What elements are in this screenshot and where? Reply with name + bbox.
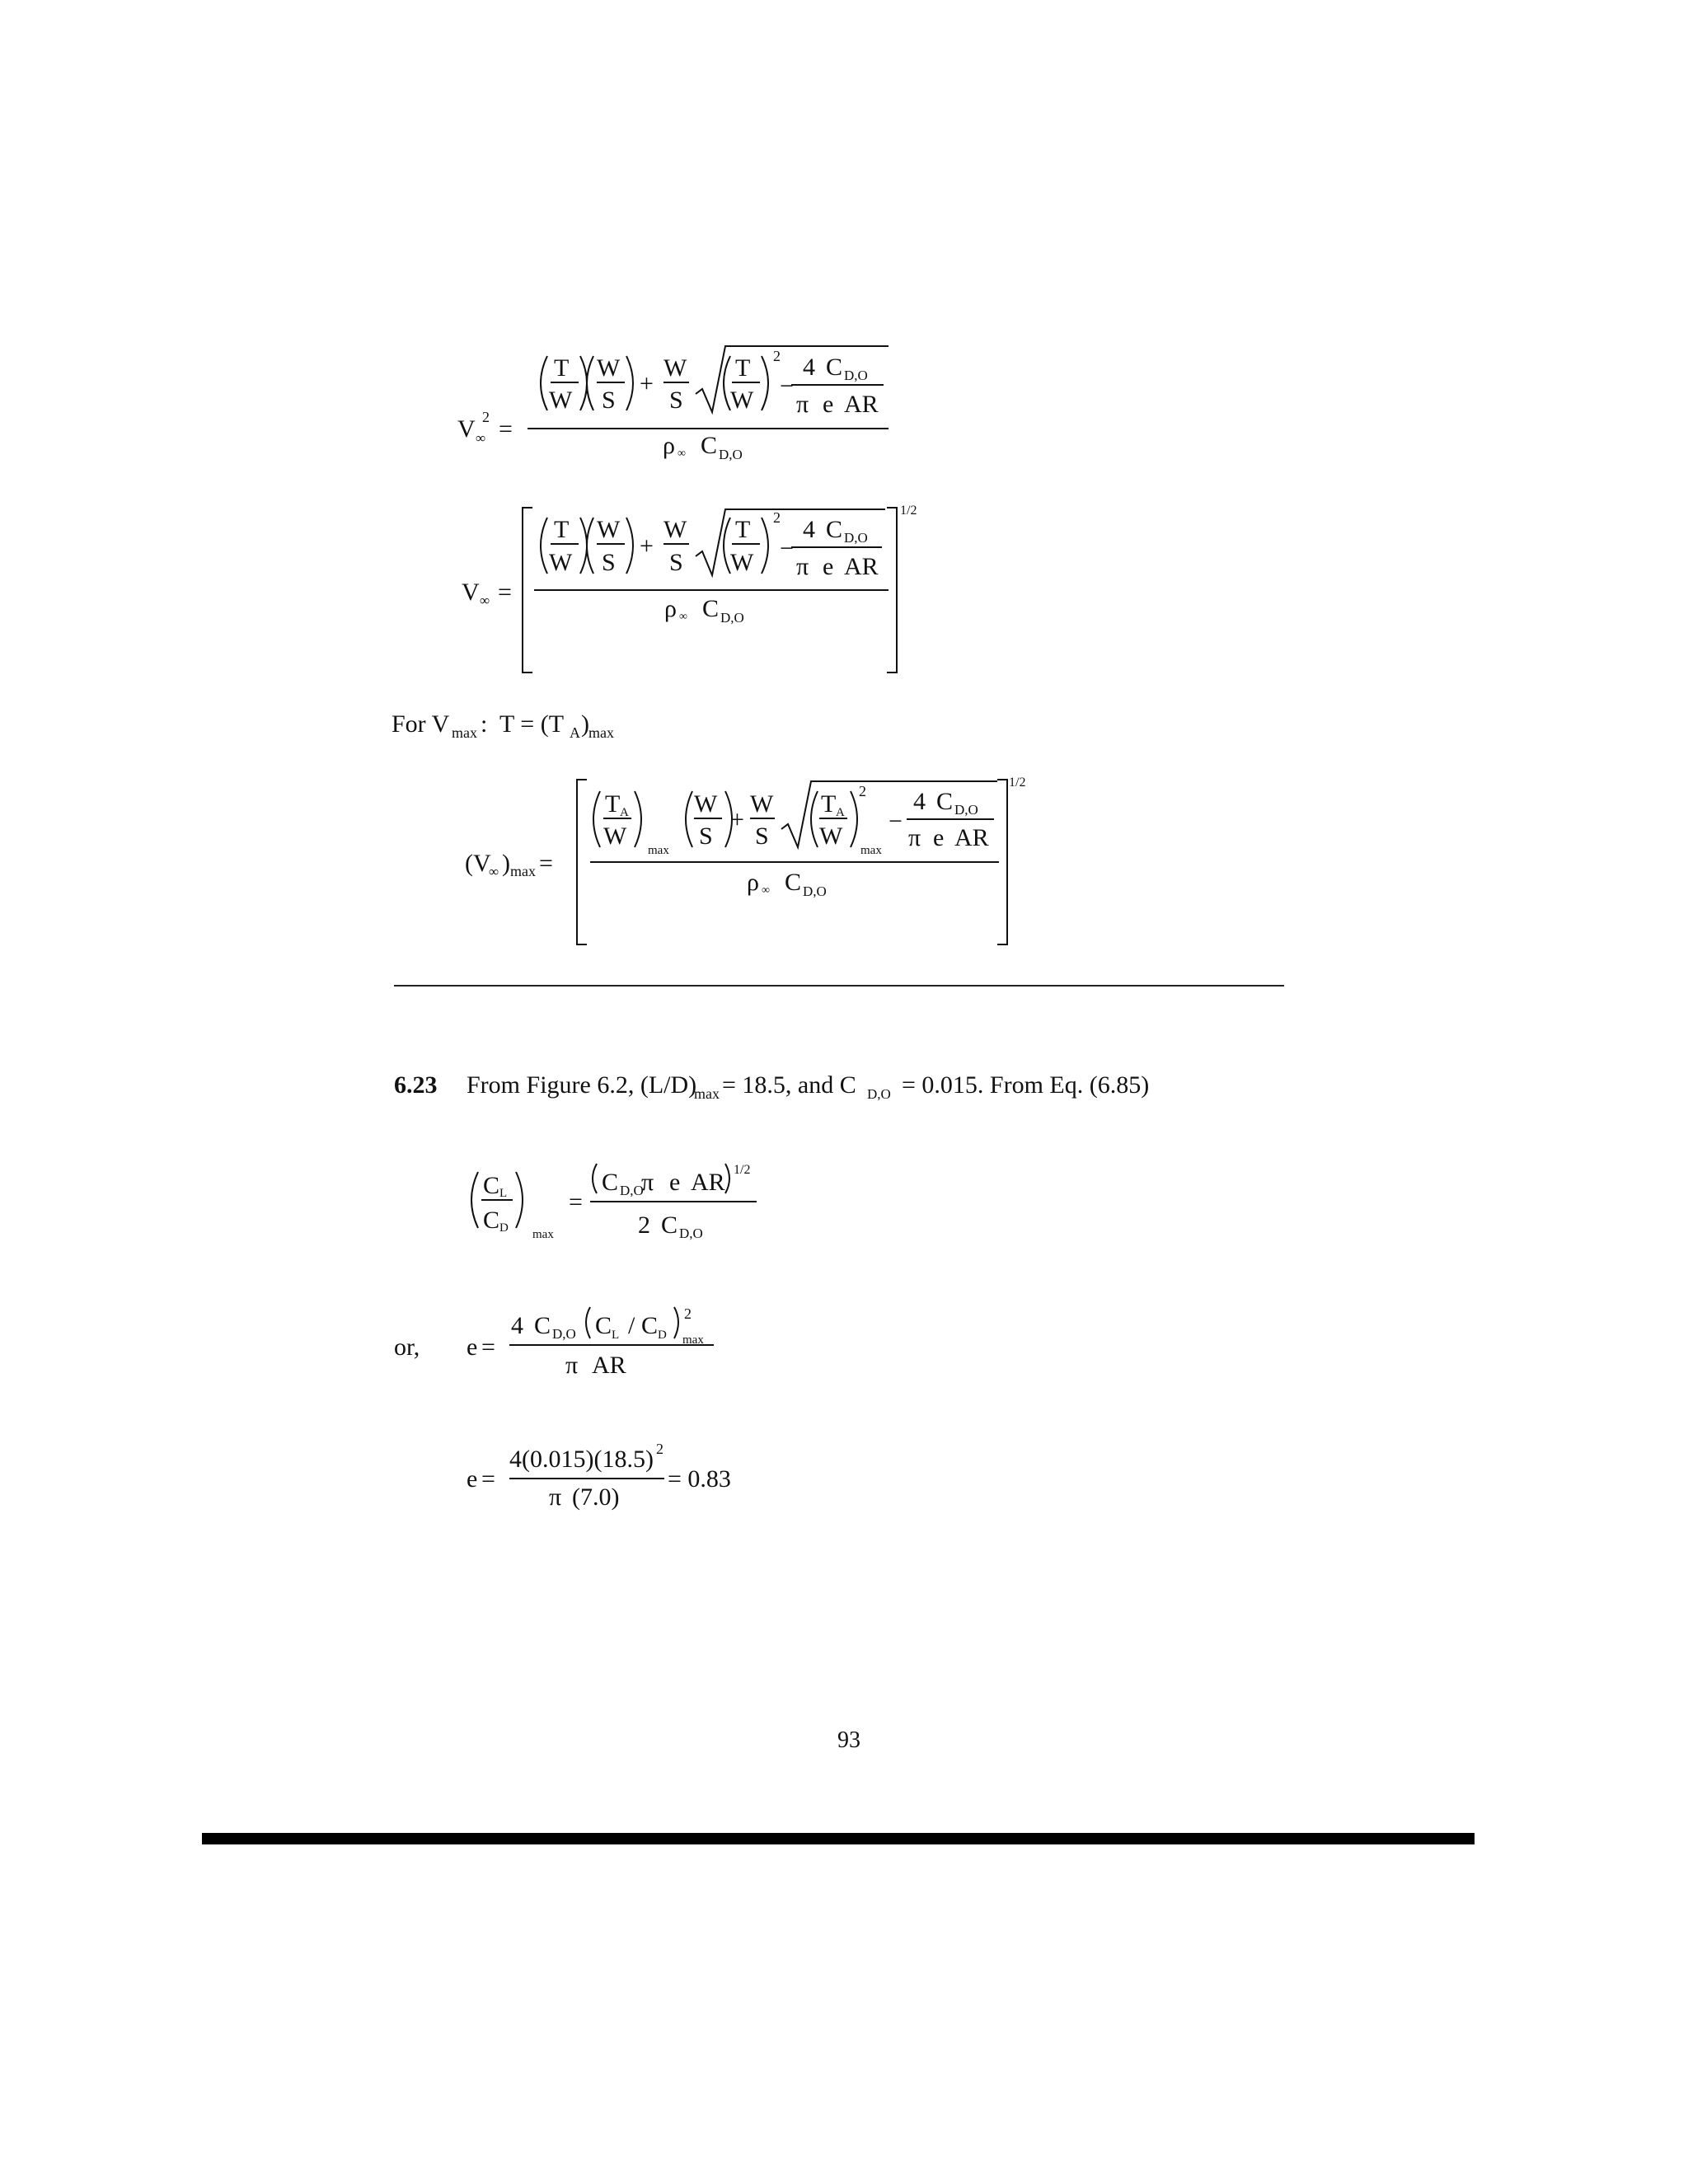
- svg-text:V: V: [462, 579, 480, 606]
- svg-text:4: 4: [511, 1312, 523, 1339]
- svg-text:e: e: [467, 1333, 478, 1361]
- equation-vinf-squared: [457, 346, 889, 462]
- svg-text:T: T: [735, 354, 751, 382]
- svg-text:max: max: [588, 724, 614, 741]
- svg-text:A: A: [836, 806, 845, 819]
- svg-text:e: e: [669, 1169, 681, 1196]
- left-bracket: [523, 508, 532, 673]
- svg-text:D,O: D,O: [867, 1086, 891, 1102]
- svg-text:D,O: D,O: [803, 883, 827, 899]
- svg-text:2: 2: [773, 509, 781, 526]
- svg-text:C: C: [702, 595, 720, 622]
- svg-text:C: C: [641, 1312, 659, 1339]
- svg-text:6.23: 6.23: [394, 1071, 438, 1099]
- section-divider: [394, 985, 1284, 987]
- svg-text:C: C: [701, 432, 718, 459]
- svg-text:C: C: [826, 354, 843, 381]
- svg-text:=: =: [481, 1465, 495, 1493]
- svg-text:4(0.015)(18.5): 4(0.015)(18.5): [509, 1446, 654, 1473]
- svg-text:π: π: [549, 1483, 562, 1511]
- svg-text:C: C: [483, 1207, 500, 1234]
- svg-text:ρ: ρ: [663, 432, 675, 459]
- svg-text:For V: For V: [392, 710, 450, 738]
- svg-text:2: 2: [773, 348, 781, 364]
- svg-text:=: =: [569, 1188, 583, 1216]
- svg-text:S: S: [755, 823, 769, 850]
- svg-text:T: T: [605, 790, 621, 818]
- svg-text:1/2: 1/2: [734, 1163, 751, 1177]
- svg-text:S: S: [669, 549, 683, 576]
- svg-text:): ): [502, 850, 510, 877]
- svg-text:max: max: [532, 1228, 554, 1241]
- svg-text:(7.0): (7.0): [572, 1483, 620, 1511]
- svg-text:L: L: [499, 1187, 508, 1200]
- svg-text:ρ: ρ: [747, 869, 759, 896]
- svg-text:A: A: [570, 724, 580, 741]
- equation-cl-cd-max: [471, 1163, 757, 1241]
- svg-text:= 0.83: = 0.83: [668, 1465, 731, 1493]
- svg-text:D,O: D,O: [844, 530, 868, 546]
- svg-text:D,O: D,O: [720, 610, 744, 626]
- svg-text:2: 2: [684, 1305, 692, 1322]
- problem-6-23-statement: [394, 1071, 1149, 1102]
- svg-text:2: 2: [656, 1441, 663, 1457]
- svg-text:max: max: [860, 844, 882, 857]
- svg-text:∞: ∞: [489, 864, 499, 879]
- svg-text::: :: [481, 710, 488, 738]
- svg-text:2: 2: [482, 409, 490, 425]
- svg-text:W: W: [694, 790, 718, 818]
- svg-text:AR: AR: [844, 553, 879, 580]
- svg-text:C: C: [534, 1312, 551, 1339]
- svg-text:): ): [581, 710, 589, 738]
- svg-text:e: e: [933, 824, 945, 851]
- svg-text:W: W: [730, 549, 754, 576]
- svg-text:∞: ∞: [476, 430, 486, 446]
- svg-text:AR: AR: [844, 391, 879, 418]
- svg-text:−: −: [780, 373, 794, 400]
- svg-text:=: =: [499, 415, 513, 443]
- svg-text:D,O: D,O: [552, 1326, 576, 1342]
- svg-text:π: π: [796, 553, 809, 580]
- svg-text:T: T: [554, 516, 570, 543]
- equation-e-numeric: [467, 1441, 731, 1511]
- svg-text:/: /: [628, 1312, 635, 1339]
- svg-text:W: W: [730, 387, 754, 414]
- svg-text:W: W: [597, 354, 621, 382]
- svg-text:e: e: [823, 553, 834, 580]
- svg-text:T: T: [735, 516, 751, 543]
- svg-text:D,O: D,O: [620, 1183, 644, 1198]
- svg-text:+: +: [730, 806, 744, 833]
- svg-text:T: T: [554, 354, 570, 382]
- svg-text:V: V: [457, 415, 476, 443]
- svg-text:D,O: D,O: [844, 368, 868, 383]
- svg-text:C: C: [595, 1312, 612, 1339]
- svg-text:T = (T: T = (T: [499, 710, 565, 738]
- svg-text:−: −: [889, 808, 903, 835]
- svg-text:W: W: [597, 516, 621, 543]
- svg-text:e: e: [467, 1465, 478, 1493]
- svg-text:π: π: [565, 1352, 579, 1379]
- equation-vinf: [462, 504, 917, 673]
- svg-text:From Figure 6.2, (L/D): From Figure 6.2, (L/D): [467, 1071, 697, 1099]
- svg-text:S: S: [699, 823, 713, 850]
- page-bottom-bar: [202, 1833, 1475, 1844]
- svg-text:T: T: [821, 790, 837, 818]
- svg-text:max: max: [648, 844, 669, 857]
- svg-text:AR: AR: [592, 1352, 626, 1379]
- svg-text:AR: AR: [954, 824, 989, 851]
- svg-text:A: A: [620, 806, 629, 819]
- page-number: 93: [837, 1727, 860, 1753]
- svg-text:max: max: [452, 724, 477, 741]
- svg-text:−: −: [780, 535, 794, 562]
- svg-text:(V: (V: [465, 850, 491, 877]
- equation-e-general: [394, 1305, 714, 1379]
- svg-text:max: max: [682, 1333, 704, 1347]
- svg-text:=: =: [498, 579, 512, 606]
- svg-text:S: S: [602, 549, 616, 576]
- svg-text:2: 2: [859, 783, 866, 799]
- svg-text:∞: ∞: [480, 593, 490, 608]
- svg-text:W: W: [819, 823, 843, 850]
- svg-text:∞: ∞: [679, 611, 687, 623]
- svg-text:or,: or,: [394, 1333, 420, 1361]
- svg-text:1/2: 1/2: [900, 504, 917, 518]
- svg-text:+: +: [640, 532, 654, 560]
- svg-text:∞: ∞: [678, 448, 686, 460]
- svg-text:+: +: [640, 370, 654, 397]
- svg-text:D: D: [499, 1221, 509, 1235]
- svg-text:W: W: [549, 549, 573, 576]
- svg-text:=: =: [481, 1333, 495, 1361]
- svg-text:W: W: [663, 354, 687, 382]
- svg-text:D: D: [658, 1329, 667, 1342]
- svg-text:4: 4: [803, 354, 815, 381]
- vmax-condition-line: [392, 710, 614, 741]
- svg-text:S: S: [602, 387, 616, 414]
- svg-text:π: π: [908, 824, 921, 851]
- svg-text:C: C: [661, 1212, 678, 1239]
- svg-text:C: C: [483, 1172, 500, 1199]
- svg-text:D,O: D,O: [954, 802, 978, 818]
- svg-text:4: 4: [803, 516, 815, 543]
- svg-text:D,O: D,O: [719, 447, 743, 462]
- svg-text:∞: ∞: [762, 884, 770, 897]
- svg-text:C: C: [785, 869, 802, 896]
- svg-text:=: =: [539, 850, 553, 877]
- svg-text:4: 4: [913, 788, 926, 815]
- svg-text:W: W: [549, 387, 573, 414]
- svg-text:1/2: 1/2: [1009, 776, 1026, 790]
- svg-text:π: π: [796, 391, 809, 418]
- svg-text:C: C: [936, 788, 954, 815]
- svg-text:e: e: [823, 391, 834, 418]
- svg-text:π: π: [641, 1169, 654, 1196]
- svg-text:L: L: [612, 1329, 620, 1342]
- svg-text:W: W: [750, 790, 774, 818]
- svg-text:= 18.5, and C: = 18.5, and C: [722, 1071, 856, 1099]
- svg-text:W: W: [603, 823, 627, 850]
- svg-text:C: C: [602, 1169, 619, 1196]
- svg-text:max: max: [510, 863, 536, 879]
- svg-text:AR: AR: [691, 1169, 725, 1196]
- svg-text:W: W: [663, 516, 687, 543]
- svg-text:max: max: [694, 1085, 720, 1102]
- svg-text:S: S: [669, 387, 683, 414]
- left-bracket: [577, 780, 587, 944]
- svg-text:= 0.015. From Eq. (6.85): = 0.015. From Eq. (6.85): [902, 1071, 1150, 1099]
- svg-text:C: C: [826, 516, 843, 543]
- svg-text:ρ: ρ: [664, 595, 677, 622]
- svg-text:2: 2: [638, 1212, 650, 1239]
- svg-text:D,O: D,O: [679, 1226, 703, 1241]
- equation-vinf-max: [465, 776, 1025, 944]
